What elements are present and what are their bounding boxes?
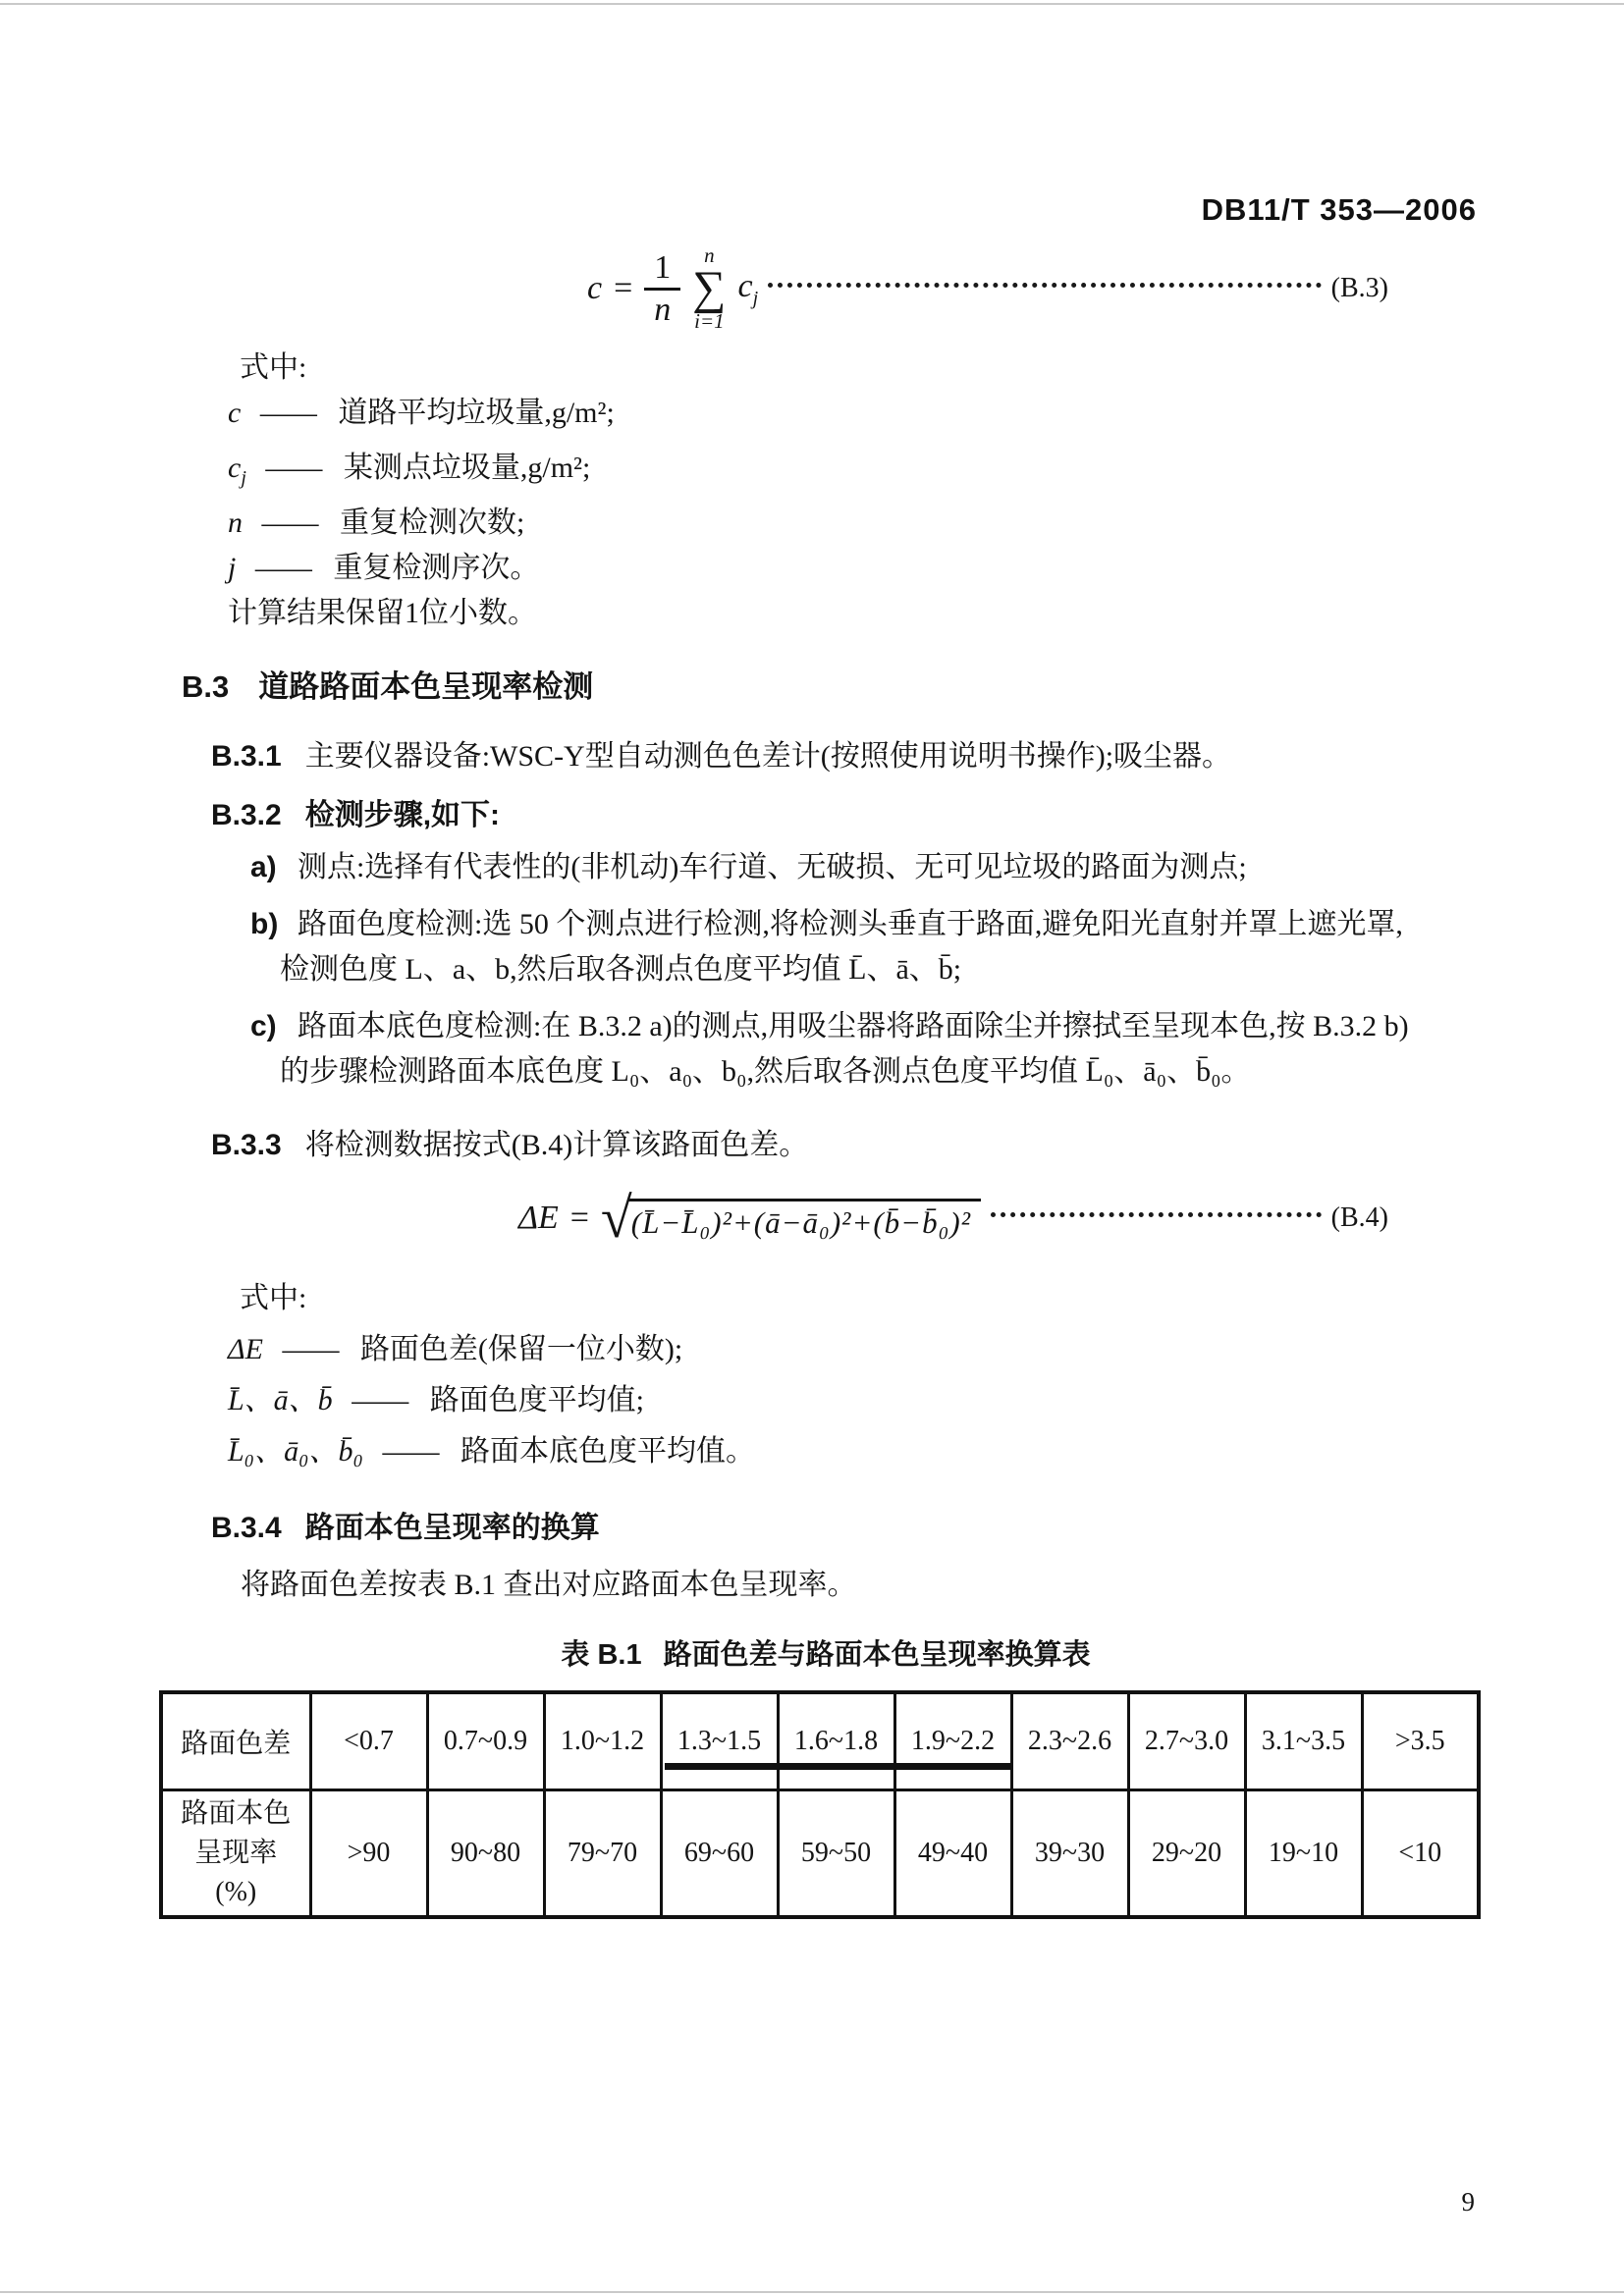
sum-upper-limit: n	[704, 243, 715, 268]
page-number: 9	[1461, 2187, 1475, 2216]
where-row-j	[228, 546, 1485, 591]
table-cell: 19~10	[1245, 1790, 1362, 1918]
where-row-c	[228, 391, 1485, 446]
clause-number: B.3.2	[211, 799, 282, 831]
symbol-deltaE: ΔE	[228, 1333, 263, 1365]
term-base: c	[737, 267, 753, 304]
symbol-n	[228, 507, 243, 539]
where-title: 式中:	[240, 1282, 307, 1314]
formula-b3-label: (B.3)	[1330, 273, 1388, 303]
table-cell: 39~30	[1011, 1790, 1128, 1918]
symbol-j	[228, 552, 236, 584]
symbol-description: 道路平均垃圾量,g/m²;	[338, 397, 615, 429]
calculation-note: 计算结果保留1位小数。	[228, 597, 537, 629]
row2-header-cell	[161, 1790, 310, 1918]
table-cell: 1.9~2.2	[894, 1692, 1011, 1790]
formula-b4-math	[518, 1186, 981, 1250]
em-dash: ——	[261, 507, 317, 539]
formula-b3-math	[587, 245, 758, 332]
table-caption-label: 表 B.1	[561, 1639, 642, 1671]
table-cell: 79~70	[544, 1790, 661, 1918]
heading-b3	[182, 662, 1485, 706]
where-row-n	[228, 501, 1485, 546]
clause-b34-body: 将路面色差按表 B.1 查出对应路面本色呈现率。	[241, 1569, 857, 1601]
row2-header-line: 路面本色	[181, 1798, 292, 1829]
where-row-cj	[228, 446, 1485, 501]
table-cell: <10	[1362, 1790, 1479, 1918]
step-line	[250, 845, 1485, 890]
where-row-Lab	[228, 1375, 1485, 1426]
standard-number-header: DB11/T 353—2006	[1201, 192, 1477, 227]
square-root	[600, 1186, 981, 1250]
symbol-text: c	[228, 397, 242, 429]
table-caption	[167, 1632, 1485, 1673]
symbol-sub: j	[241, 467, 246, 489]
table-cell: 1.6~1.8	[778, 1692, 894, 1790]
em-dash: ——	[352, 1384, 407, 1416]
sum-lower-limit: i=1	[694, 308, 725, 333]
symbol-text: j	[228, 552, 237, 584]
symbol-text: c	[228, 452, 242, 484]
symbol-Lab-mean: L̄、ā、b̄	[228, 1384, 333, 1416]
clause-text: 主要仪器设备:WSC-Y型自动测色色差计(按照使用说明书操作);吸尘器。	[304, 740, 1232, 773]
equals-sign: =	[569, 1200, 589, 1236]
clause-title: 路面本色呈现率的换算	[304, 1512, 600, 1544]
table-cell: 3.1~3.5	[1245, 1692, 1362, 1790]
end-of-document-rule	[665, 1763, 1011, 1770]
clause-b31	[211, 731, 1485, 774]
symbol-description: 路面色差(保留一位小数);	[359, 1333, 683, 1365]
table-cell: 69~60	[661, 1790, 778, 1918]
radicand-expression: (L̄−L̄₀)²+(ā−ā₀)²+(b̄−b̄₀)²	[627, 1199, 981, 1241]
summation-symbol	[692, 245, 726, 332]
em-dash: ——	[259, 397, 315, 429]
formula-b4	[167, 1169, 1485, 1267]
clause-b33	[211, 1120, 1485, 1163]
where-row-Lab0	[228, 1426, 1485, 1477]
row2-header-line: (%)	[215, 1877, 257, 1907]
symbol-text: n	[228, 507, 243, 539]
clause-number: B.3.4	[211, 1512, 282, 1544]
table-cell: >3.5	[1362, 1692, 1479, 1790]
where-block-1	[228, 346, 1485, 636]
step-b	[250, 902, 1485, 992]
clause-b32	[211, 790, 1485, 833]
step-line	[250, 902, 1485, 947]
em-dash: ——	[382, 1435, 438, 1468]
em-dash: ——	[265, 452, 321, 484]
table-cell: <0.7	[310, 1692, 427, 1790]
table-cell: 49~40	[894, 1790, 1011, 1918]
equals-sign: =	[614, 270, 633, 306]
table-cell: 2.7~3.0	[1128, 1692, 1245, 1790]
clause-number: B.3.1	[211, 740, 282, 773]
step-continuation: 的步骤检测路面本底色度 L₀、a₀、b₀,然后取各测点色度平均值 L̄₀、ā₀、b̄₀。	[280, 1055, 1251, 1088]
table-cell: 90~80	[427, 1790, 544, 1918]
table-row-color-difference	[161, 1692, 1479, 1790]
symbol-description: 路面本底色度平均值。	[460, 1435, 755, 1468]
step-a	[250, 845, 1485, 890]
step-c	[250, 1004, 1485, 1095]
page-content	[167, 238, 1485, 1919]
symbol-Lab0-mean: L̄₀、ā₀、b̄₀	[228, 1435, 363, 1468]
conversion-table	[159, 1690, 1481, 1919]
table-caption-text: 路面色差与路面本色呈现率换算表	[663, 1639, 1091, 1671]
table-row-color-rate	[161, 1790, 1479, 1918]
symbol-description: 某测点垃圾量,g/m²;	[343, 452, 591, 484]
row2-header-line: 呈现率	[194, 1838, 278, 1868]
clause-text: 将检测数据按式(B.4)计算该路面色差。	[304, 1129, 809, 1161]
clause-number: B.3	[182, 669, 230, 704]
formula-b3-term	[738, 268, 759, 310]
step-label: c)	[250, 1010, 277, 1042]
row1-header-cell: 路面色差	[161, 1692, 310, 1790]
where-row-deltaE	[228, 1324, 1485, 1375]
clause-title: 检测步骤,如下:	[304, 799, 501, 831]
clause-number: B.3.3	[211, 1129, 282, 1161]
scan-edge-top	[0, 3, 1624, 5]
fraction-numerator: 1	[644, 250, 680, 291]
table-cell: 0.7~0.9	[427, 1692, 544, 1790]
symbol-description: 重复检测序次。	[333, 552, 540, 584]
clause-title: 道路路面本色呈现率检测	[258, 669, 594, 704]
table-cell: 1.3~1.5	[661, 1692, 778, 1790]
formula-b3	[167, 238, 1485, 340]
table-cell: 59~50	[778, 1790, 894, 1918]
step-text: 路面色度检测:选 50 个测点进行检测,将检测头垂直于路面,避免阳光直射并罩上遮光罩,	[298, 908, 1403, 940]
term-subscript: j	[752, 287, 759, 309]
sigma-icon: ∑	[692, 262, 727, 315]
symbol-cj	[228, 452, 246, 489]
step-label: a)	[250, 851, 277, 883]
where-block-2	[228, 1273, 1485, 1477]
table-cell: >90	[310, 1790, 427, 1918]
symbol-c	[228, 397, 241, 429]
formula-b3-lhs: c	[587, 270, 603, 306]
where-title: 式中:	[240, 351, 307, 384]
em-dash: ——	[254, 552, 310, 584]
symbol-description: 重复检测次数;	[340, 507, 525, 539]
step-continuation: 检测色度 L、a、b,然后取各测点色度平均值 L̄、ā、b̄;	[280, 953, 962, 986]
dotted-leader	[991, 1212, 1322, 1217]
dotted-leader	[768, 283, 1322, 288]
step-text: 路面本底色度检测:在 B.3.2 a)的测点,用吸尘器将路面除尘并擦拭至呈现本色,按 B.3.2 b)	[298, 1010, 1409, 1042]
scan-edge-bottom	[0, 2291, 1624, 2293]
fraction-denominator: n	[654, 291, 672, 328]
formula-b4-label: (B.4)	[1330, 1202, 1388, 1233]
clause-b34	[211, 1503, 1485, 1546]
em-dash: ——	[282, 1333, 338, 1365]
symbol-description: 路面色度平均值;	[429, 1384, 645, 1416]
step-text: 测点:选择有代表性的(非机动)车行道、无破损、无可见垃圾的路面为测点;	[298, 851, 1247, 883]
formula-b4-lhs: ΔE	[518, 1200, 559, 1236]
step-line	[250, 1004, 1485, 1049]
table-cell: 1.0~1.2	[544, 1692, 661, 1790]
table-cell: 2.3~2.6	[1011, 1692, 1128, 1790]
step-label: b)	[250, 908, 279, 940]
table-cell: 29~20	[1128, 1790, 1245, 1918]
fraction-1-over-n	[644, 250, 680, 327]
radical-icon: √	[600, 1186, 632, 1250]
